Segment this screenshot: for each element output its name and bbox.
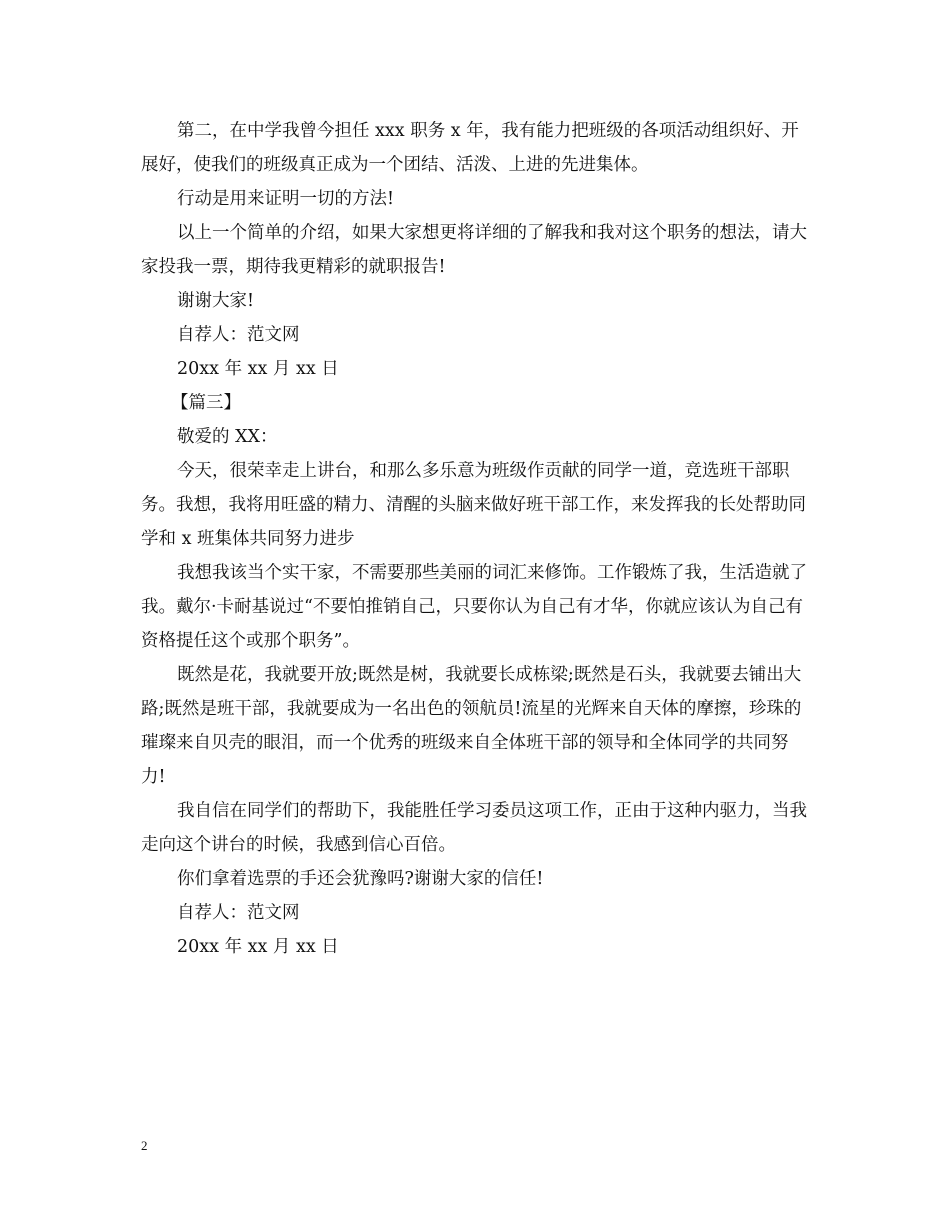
paragraph-confidence: 我自信在同学们的帮助下，我能胜任学习委员这项工作，正由于这种内驱力，当我走向这个讲台的时候，我感到信心百倍。: [141, 801, 807, 855]
paragraph-aspiration: 既然是花，我就要开放;既然是树，我就要长成栋梁;既然是石头，我就要去铺出大路;既然是班干部，我就要成为一名出色的领航员!流星的光辉来自天体的摩擦，珍珠的璀璨来自贝壳的眼泪，而一个优秀的班级来自全体班干部的领导和全体同学的共同努力!: [141, 665, 802, 787]
paragraph-practical: 我想我该当个实干家，不需要那些美丽的词汇来修饰。工作锻炼了我，生活造就了我。戴尔·卡耐基说过“不要怕推销自己，只要你认为自己有才华，你就应该认为自己有资格提任这个或那个职务”。: [141, 563, 807, 651]
paragraph-intro-summary: 以上一个简单的介绍，如果大家想更将详细的了解我和我对这个职务的想法，请大家投我一票，期待我更精彩的就职报告!: [141, 223, 807, 277]
signature-line: 自荐人：范文网: [177, 903, 300, 923]
paragraph-closing: 你们拿着选票的手还会犹豫吗?谢谢大家的信任!: [177, 869, 544, 889]
date-line: 20xx 年 xx 月 xx 日: [177, 359, 339, 379]
paragraph-opening: 今天，很荣幸走上讲台，和那么多乐意为班级作贡献的同学一道，竞选班干部职务。我想，我将用旺盛的精力、清醒的头脑来做好班干部工作，来发挥我的长处帮助同学和 x 班集体共同努力进步: [141, 461, 806, 549]
paragraph-action: 行动是用来证明一切的方法!: [177, 189, 395, 209]
page-number: 2: [141, 1138, 148, 1153]
document-body: [141, 114, 813, 964]
signature-line: 自荐人：范文网: [177, 325, 300, 345]
date-line: 20xx 年 xx 月 xx 日: [177, 937, 339, 957]
section-heading: 【篇三】: [171, 393, 241, 413]
salutation: 敬爱的 XX：: [177, 427, 278, 447]
paragraph-thanks: 谢谢大家!: [177, 291, 255, 311]
paragraph-experience: 第二，在中学我曾今担任 xxx 职务 x 年，我有能力把班级的各项活动组织好、开展好，使我们的班级真正成为一个团结、活泼、上进的先进集体。: [141, 121, 799, 175]
